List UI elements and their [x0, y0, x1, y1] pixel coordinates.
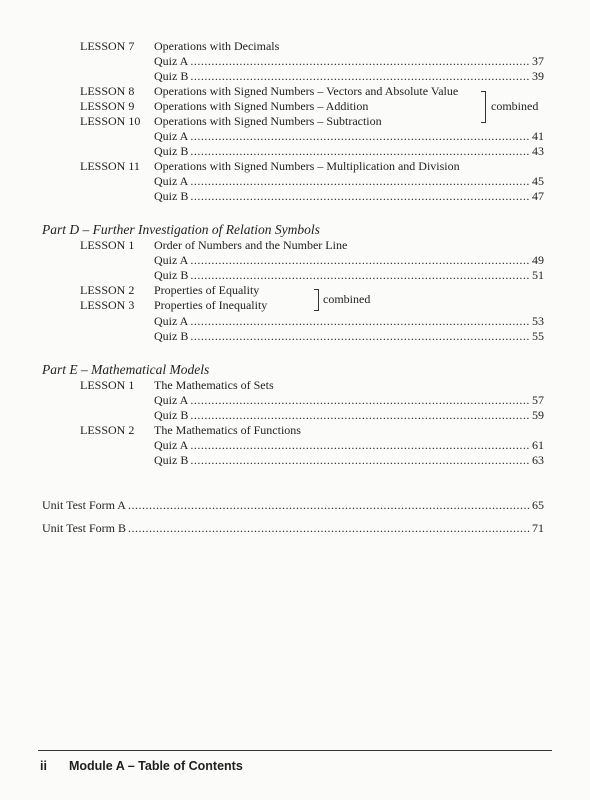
quiz-label: Quiz B	[154, 408, 189, 422]
quiz-page: 63	[532, 453, 544, 467]
lesson-title: Operations with Signed Numbers – Multiplication and Division	[154, 159, 460, 173]
unit-test-label: Unit Test Form B	[42, 521, 126, 535]
unit-test-page: 71	[532, 521, 544, 535]
lesson-label: LESSON 1	[80, 238, 135, 252]
quiz-label: Quiz A	[154, 174, 189, 188]
footer-title: Module A – Table of Contents	[68, 759, 243, 773]
quiz-label: Quiz B	[154, 453, 189, 467]
quiz-entry	[154, 129, 544, 144]
quiz-entry	[154, 144, 544, 159]
lesson-label: LESSON 2	[80, 423, 135, 437]
quiz-page: 43	[532, 144, 544, 158]
unit-test-entry	[42, 521, 544, 536]
page-footer	[40, 758, 243, 774]
quiz-entry	[154, 329, 544, 344]
quiz-label: Quiz B	[154, 189, 189, 203]
combined-bracket	[481, 91, 486, 123]
quiz-page: 45	[532, 174, 544, 188]
quiz-label: Quiz B	[154, 329, 189, 343]
part-heading: Part D – Further Investigation of Relation Symbols	[42, 222, 320, 237]
quiz-page: 37	[532, 54, 544, 68]
quiz-page: 57	[532, 393, 544, 407]
quiz-page: 41	[532, 129, 544, 143]
lesson-title: Operations with Signed Numbers – Subtraction	[154, 114, 382, 128]
quiz-page: 51	[532, 268, 544, 282]
quiz-label: Quiz A	[154, 393, 189, 407]
quiz-label: Quiz A	[154, 129, 189, 143]
quiz-page: 61	[532, 438, 544, 452]
combined-bracket	[314, 289, 319, 311]
lesson-label: LESSON 8	[80, 84, 135, 98]
combined-note: combined	[491, 99, 539, 113]
lesson-title: Properties of Inequality	[154, 298, 268, 312]
unit-test-label: Unit Test Form A	[42, 498, 126, 512]
quiz-entry	[154, 69, 544, 84]
quiz-entry	[154, 253, 544, 268]
lesson-title: Operations with Signed Numbers – Vectors and Absolute Value	[154, 84, 459, 98]
quiz-label: Quiz B	[154, 144, 189, 158]
footer-rule	[38, 750, 552, 751]
unit-test-page: 65	[532, 498, 544, 512]
quiz-entry	[154, 314, 544, 329]
lesson-title: Operations with Signed Numbers – Addition	[154, 99, 369, 113]
lesson-label: LESSON 10	[80, 114, 141, 128]
quiz-entry	[154, 408, 544, 423]
quiz-page: 49	[532, 253, 544, 267]
quiz-entry	[154, 54, 544, 69]
lesson-label: LESSON 7	[80, 39, 135, 53]
unit-test-entry	[42, 498, 544, 513]
lesson-label: LESSON 1	[80, 378, 135, 392]
lesson-title: Properties of Equality	[154, 283, 260, 297]
quiz-entry	[154, 453, 544, 468]
lesson-title: The Mathematics of Sets	[154, 378, 274, 392]
lesson-title: The Mathematics of Functions	[154, 423, 301, 437]
quiz-entry	[154, 393, 544, 408]
lesson-label: LESSON 3	[80, 298, 135, 312]
page-number: ii	[40, 759, 47, 773]
quiz-label: Quiz B	[154, 268, 189, 282]
quiz-label: Quiz A	[154, 314, 189, 328]
part-heading: Part E – Mathematical Models	[42, 362, 210, 377]
combined-note: combined	[323, 292, 371, 306]
quiz-label: Quiz A	[154, 253, 189, 267]
quiz-entry	[154, 268, 544, 283]
quiz-label: Quiz B	[154, 69, 189, 83]
quiz-page: 55	[532, 329, 544, 343]
quiz-label: Quiz A	[154, 438, 189, 452]
quiz-page: 47	[532, 189, 544, 203]
lesson-label: LESSON 2	[80, 283, 135, 297]
lesson-title: Order of Numbers and the Number Line	[154, 238, 348, 252]
lesson-label: LESSON 9	[80, 99, 135, 113]
quiz-entry	[154, 174, 544, 189]
quiz-page: 39	[532, 69, 544, 83]
quiz-page: 59	[532, 408, 544, 422]
quiz-label: Quiz A	[154, 54, 189, 68]
quiz-page: 53	[532, 314, 544, 328]
lesson-title: Operations with Decimals	[154, 39, 280, 53]
lesson-label: LESSON 11	[80, 159, 140, 173]
quiz-entry	[154, 189, 544, 204]
quiz-entry	[154, 438, 544, 453]
